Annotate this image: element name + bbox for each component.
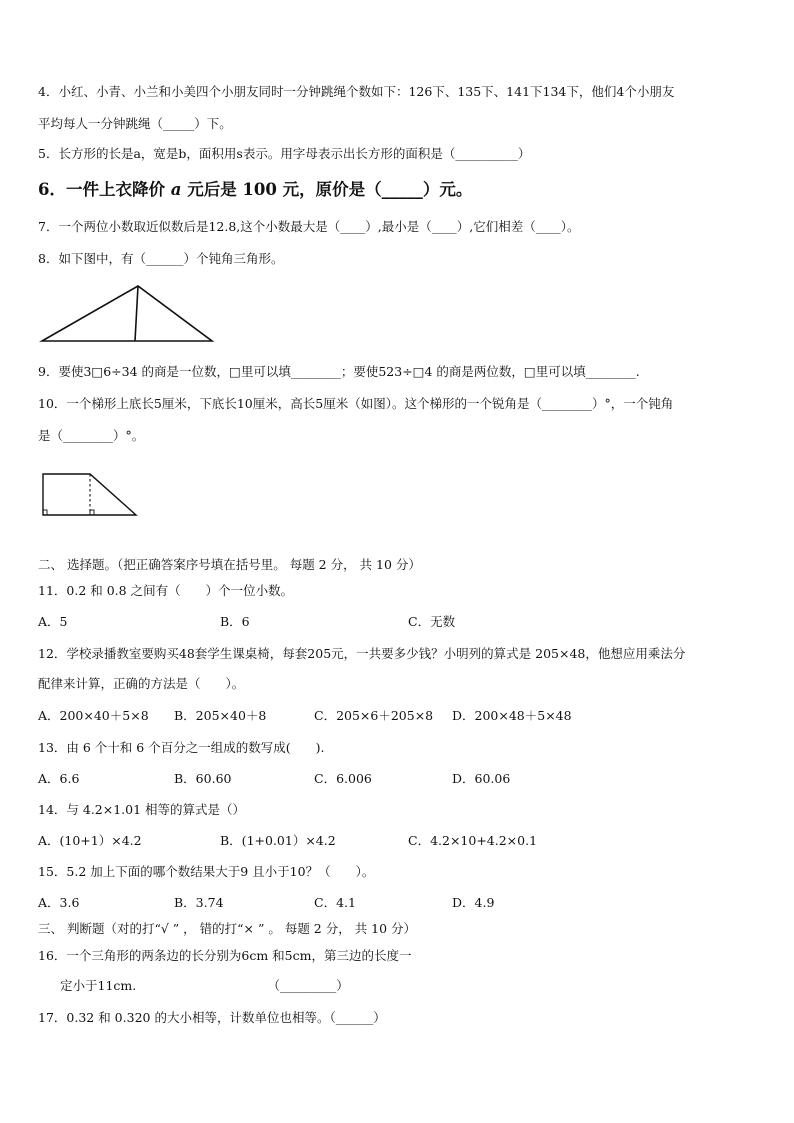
q13-option-c: C．6.006 xyxy=(314,771,372,786)
q12-option-d: D．200×48＋5×48 xyxy=(452,708,572,723)
q11-option-a: A．5 xyxy=(38,614,68,629)
question-11: 11．0.2 和 0.8 之间有（ ）个一位小数。 xyxy=(38,583,294,598)
q10-line1: 10．一个梯形上底长5厘米，下底长10厘米，高长5厘米（如图）。这个梯形的一个锐角是（________）°，一个钝角 xyxy=(38,396,674,411)
section-2-heading: 二、 选择题。（把正确答案序号填在括号里。 每题 2 分， 共 10 分） xyxy=(38,557,421,572)
question-13: 13．由 6 个十和 6 个百分之一组成的数写成( ). xyxy=(38,740,325,755)
q10-line2: 是（________）°。 xyxy=(38,428,145,443)
question-15: 15．5.2 加上下面的哪个数结果大于9 且小于10？（ ）。 xyxy=(38,864,375,879)
q12-option-b: B．205×40＋8 xyxy=(174,708,267,723)
q12-option-c: C．205×6＋205×8 xyxy=(314,708,434,723)
q12-option-a: A．200×40＋5×8 xyxy=(38,708,149,723)
q13-option-d: D．60.06 xyxy=(452,771,511,786)
triangle-figure xyxy=(40,283,215,345)
obtuse-triangle-outline xyxy=(42,286,212,341)
question-9: 9．要使3□6÷34 的商是一位数，□里可以填________；要使523÷□4 的商是两位数，□里可以填________. xyxy=(38,364,640,379)
q15-option-a: A．3.6 xyxy=(38,895,80,910)
q13-option-a: A．6.6 xyxy=(38,771,80,786)
q4-line2: 平均每人一分钟跳绳（_____）下。 xyxy=(38,116,232,131)
triangle-inner-line xyxy=(135,286,138,341)
q6-part2: 元后是 100 元，原价是（_____）元。 xyxy=(187,180,473,199)
q14-option-a: A．(10+1）×4.2 xyxy=(38,833,142,848)
right-angle-mark-height xyxy=(90,510,94,515)
q15-option-c: C．4.1 xyxy=(314,895,356,910)
q14-option-c: C．4.2×10+4.2×0.1 xyxy=(408,833,538,848)
q15-option-d: D．4.9 xyxy=(452,895,495,910)
q13-option-b: B．60.60 xyxy=(174,771,232,786)
q15-option-b: B．3.74 xyxy=(174,895,224,910)
q6-part1: 6．一件上衣降价 xyxy=(38,180,165,199)
question-7: 7．一个两位小数取近似数后是12.8,这个小数最大是（____）,最小是（____）,它们相差（____）。 xyxy=(38,219,580,234)
question-6 xyxy=(38,180,758,200)
question-17: 17．0.32 和 0.320 的大小相等，计数单位也相等。（______） xyxy=(38,1010,386,1025)
q14-option-b: B．(1+0.01）×4.2 xyxy=(220,833,336,848)
question-5: 5．长方形的长是a，宽是b，面积用s表示。用字母表示出长方形的面积是（__________） xyxy=(38,146,531,161)
q6-variable: a xyxy=(170,180,182,199)
trapezoid-figure xyxy=(40,470,140,520)
q12-line2: 配律来计算，正确的方法是（ ）。 xyxy=(38,676,245,691)
q12-line1: 12．学校录播教室要购买48套学生课桌椅，每套205元，一共要多少钱？小明列的算式是 205×48，他想应用乘法分 xyxy=(38,646,686,661)
question-8: 8．如下图中，有（______）个钝角三角形。 xyxy=(38,251,284,266)
q11-option-c: C．无数 xyxy=(408,614,456,629)
q16-line1: 16．一个三角形的两条边的长分别为6cm 和5cm，第三边的长度一 xyxy=(38,948,412,963)
q16-line2: 定小于11cm. （_________） xyxy=(60,978,349,993)
question-14: 14．与 4.2×1.01 相等的算式是（） xyxy=(38,802,246,817)
q11-option-b: B．6 xyxy=(220,614,250,629)
section-3-heading: 三、 判断题（对的打“√ ” ， 错的打“× ” 。 每题 2 分， 共 10 分） xyxy=(38,921,417,936)
q4-line1: 4．小红、小青、小兰和小美四个小朋友同时一分钟跳绳个数如下：126下、135下、141下134下，他们4个小朋友 xyxy=(38,84,675,99)
